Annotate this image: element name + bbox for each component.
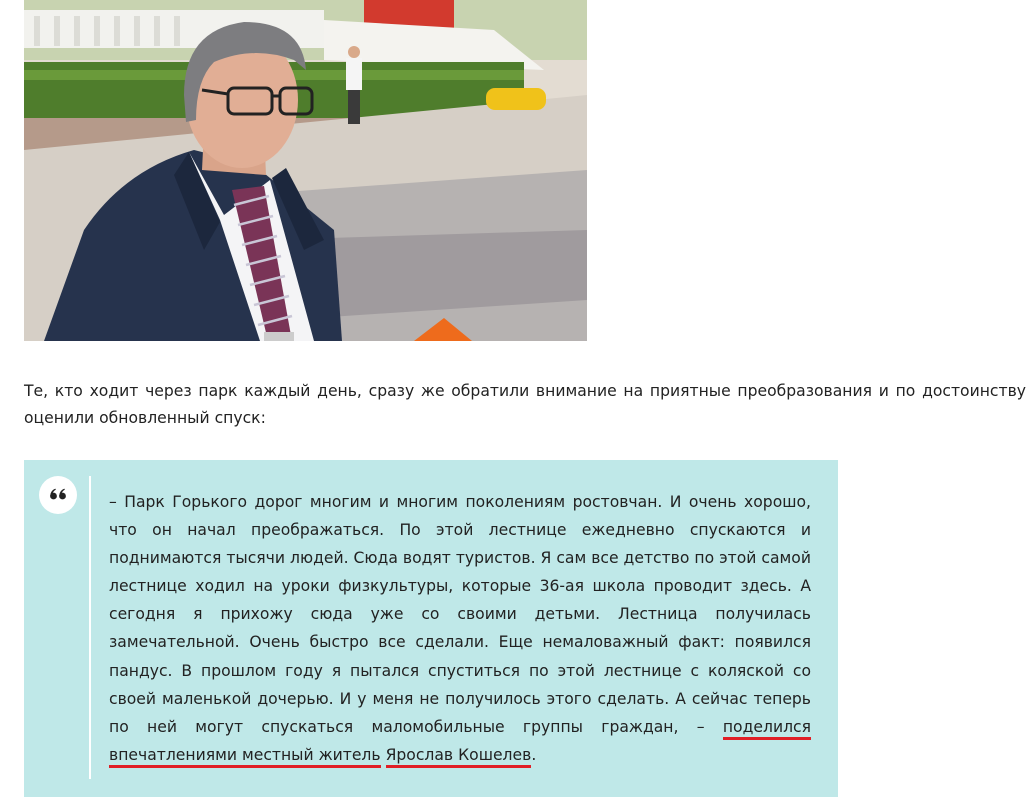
quote-body: – Парк Горького дорог многим и многим поколениям ростовчан. И очень хорошо, что он начал преображаться. По этой лестнице ежедневно спускаются и поднимаются тысячи людей. Сюда водят туристов. Я сам все детство по этой самой лестнице ходил на уроки физкультуры, которые 36-ая школа проводит здесь. А сегодня я прихожу сюда уже со своими детьми. Лестница получилась замечательной. Очень быстро все сделали. Еще немаловажный факт: появился пандус. В прошлом году я пытался спуститься по этой лестнице с коляской со своей маленькой дочерью. И у меня не получилось этого сделать. А сейчас теперь по ней могут спускаться маломобильные группы граждан, – — [109, 493, 811, 736]
quote-mark-icon — [39, 476, 77, 514]
quote-attribution-highlight: поделился впечатлениями местный житель — [109, 718, 811, 768]
quote-text — [109, 488, 811, 769]
quote-divider — [89, 476, 91, 779]
quote-end-punctuation: . — [531, 745, 537, 764]
quote-block — [24, 460, 838, 797]
article-photo — [24, 0, 587, 341]
quote-author-name: Ярослав Кошелев — [386, 746, 532, 768]
lead-paragraph: Те, кто ходит через парк каждый день, сразу же обратили внимание на приятные преобразования и по достоинству оценили обновленный спуск: — [24, 382, 1026, 427]
